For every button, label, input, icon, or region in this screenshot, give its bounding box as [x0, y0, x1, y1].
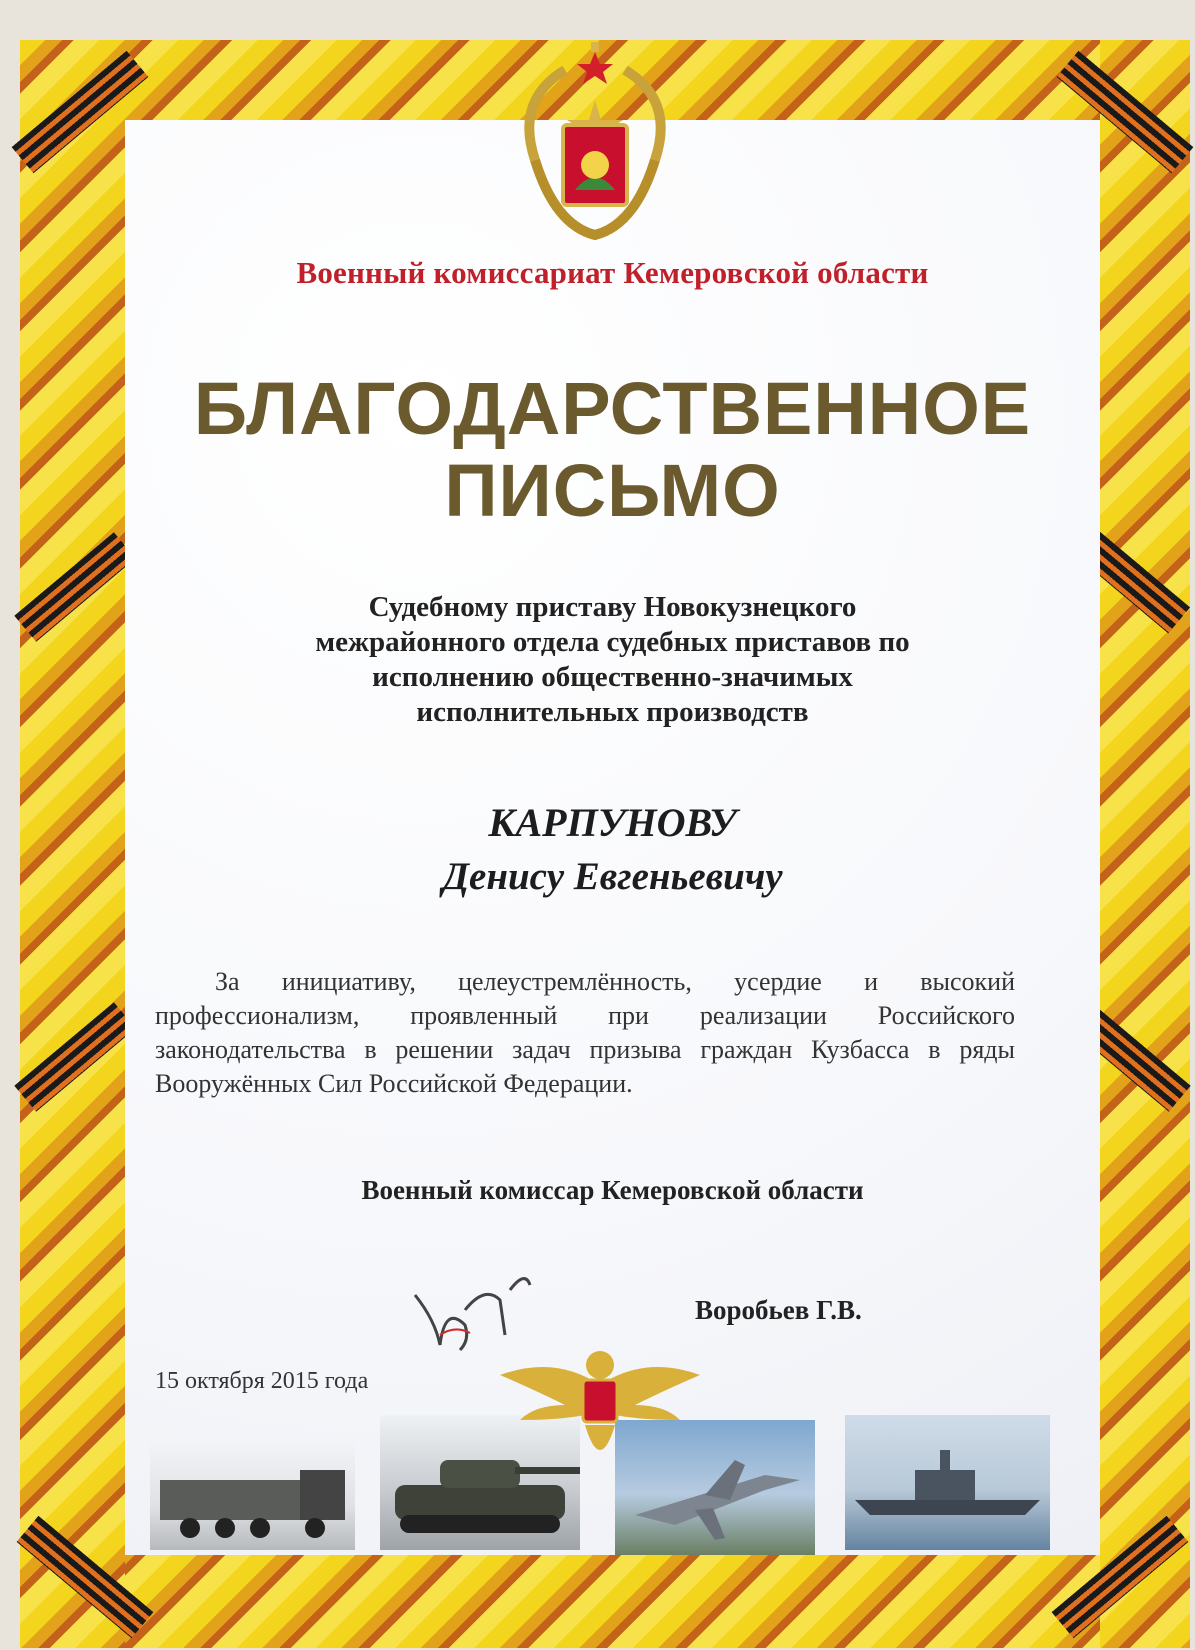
military-commissariat-emblem-icon [505, 40, 685, 250]
document-date: 15 октября 2015 года [155, 1368, 369, 1394]
recipient-line: исполнительных производств [416, 696, 809, 728]
document-title-line-1: БЛАГОДАРСТВЕННОЕ [193, 367, 1032, 450]
recipient-line: исполнению общественно-значимых [372, 661, 853, 693]
organization-title: Военный комиссариат Кемеровской области [296, 255, 929, 290]
recipient-line: Судебному приставу Новокузнецкого [368, 591, 857, 623]
signer-title: Военный комиссар Кемеровской области [361, 1175, 864, 1205]
recipient-surname: КАРПУНОВУ [488, 800, 737, 845]
missile-launcher-photo [150, 1440, 355, 1550]
recipient-position [125, 590, 1100, 730]
document-title [125, 368, 1100, 532]
ornamental-frame-bottom [20, 1548, 1170, 1648]
recipient-name [125, 798, 1100, 902]
warship-photo [845, 1415, 1050, 1550]
document-title-line-2: ПИСЬМО [444, 449, 781, 532]
armed-forces-eagle-emblem-icon [495, 1335, 705, 1480]
recipient-given-names: Денису Евгеньевичу [442, 855, 783, 898]
ornamental-frame-right [1100, 40, 1190, 1648]
gratitude-text: За инициативу, целеустремлённость, усердие и высокий профессионализм, проявленный при реализации Российского законодательства в решении задач призыва граждан Кузбасса в ряды Вооружённых Сил Российской Федерации. [155, 967, 1015, 1098]
recipient-line: межрайонного отдела судебных приставов по [315, 626, 910, 658]
ornamental-frame-left [20, 40, 125, 1648]
signer-name: Воробьев Г.В. [695, 1295, 862, 1325]
